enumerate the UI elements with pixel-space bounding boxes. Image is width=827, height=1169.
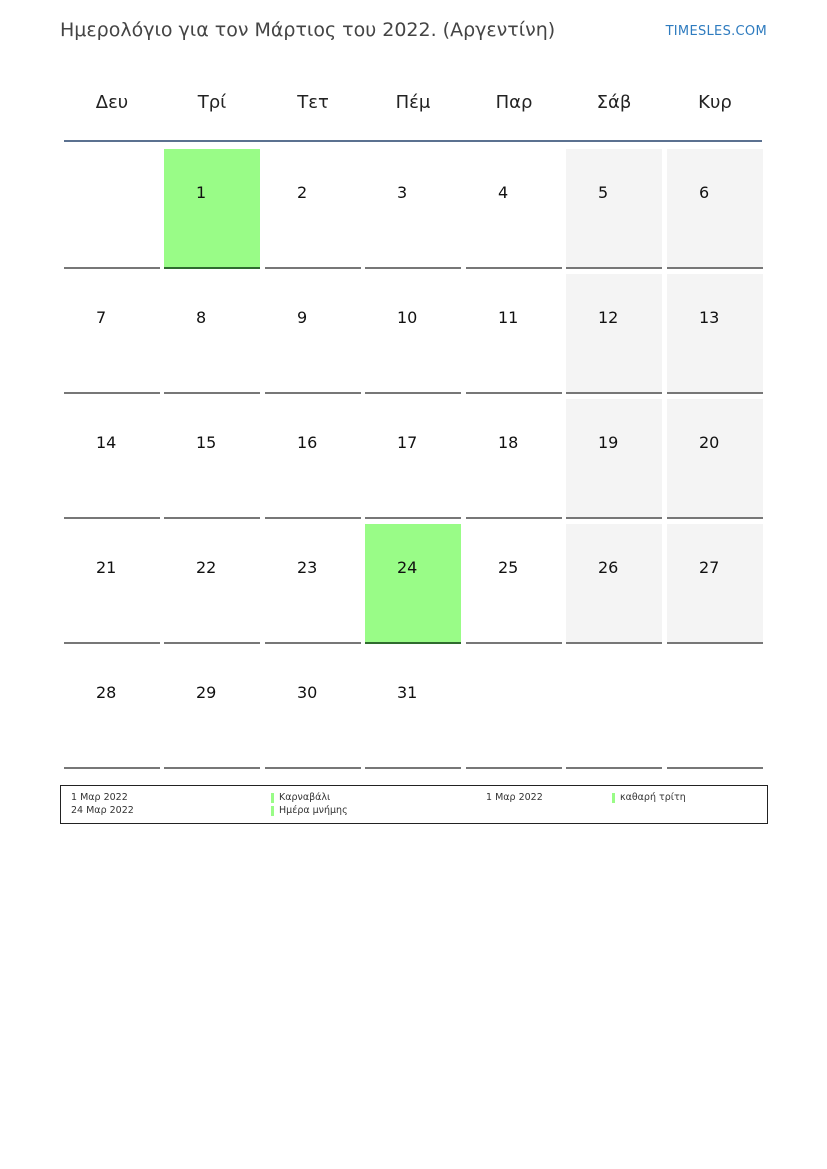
day-cell[interactable] bbox=[667, 149, 763, 269]
day-number: 8 bbox=[196, 308, 207, 327]
day-number: 3 bbox=[397, 183, 408, 202]
day-cell[interactable] bbox=[566, 524, 662, 644]
legend-date: 1 Μαρ 2022 bbox=[486, 792, 543, 803]
legend-color-swatch bbox=[271, 793, 274, 803]
day-number: 9 bbox=[297, 308, 308, 327]
day-number: 4 bbox=[498, 183, 509, 202]
legend-color-swatch bbox=[612, 793, 615, 803]
legend-date: 24 Μαρ 2022 bbox=[71, 805, 134, 816]
day-number: 10 bbox=[397, 308, 418, 327]
holiday-day-cell[interactable] bbox=[365, 524, 461, 644]
legend-date: 1 Μαρ 2022 bbox=[71, 792, 128, 803]
day-cell[interactable] bbox=[466, 149, 562, 269]
day-cell[interactable] bbox=[265, 149, 361, 269]
brand-link[interactable]: TIMESLES.COM bbox=[665, 24, 767, 39]
holiday-legend bbox=[60, 785, 768, 824]
day-number: 22 bbox=[196, 558, 217, 577]
weekday-tue: Τρί bbox=[197, 92, 227, 113]
day-number: 19 bbox=[598, 433, 619, 452]
empty-day-cell bbox=[667, 649, 763, 769]
day-number: 7 bbox=[96, 308, 107, 327]
day-cell[interactable] bbox=[164, 524, 260, 644]
legend-holiday-name: Καρναβάλι bbox=[279, 792, 331, 803]
day-number: 27 bbox=[699, 558, 720, 577]
day-number: 28 bbox=[96, 683, 117, 702]
day-cell[interactable] bbox=[164, 649, 260, 769]
day-number: 14 bbox=[96, 433, 117, 452]
day-number: 31 bbox=[397, 683, 418, 702]
day-cell[interactable] bbox=[466, 274, 562, 394]
legend-color-swatch bbox=[271, 806, 274, 816]
day-number: 20 bbox=[699, 433, 720, 452]
day-number: 6 bbox=[699, 183, 710, 202]
empty-day-cell bbox=[64, 149, 160, 269]
day-cell[interactable] bbox=[566, 399, 662, 519]
day-number: 26 bbox=[598, 558, 619, 577]
day-number: 23 bbox=[297, 558, 318, 577]
day-cell[interactable] bbox=[466, 399, 562, 519]
day-number: 29 bbox=[196, 683, 217, 702]
weekday-mon: Δευ bbox=[95, 92, 129, 113]
weekday-sat: Σάβ bbox=[596, 92, 632, 113]
weekday-thu: Πέμ bbox=[395, 92, 431, 113]
day-cell[interactable] bbox=[566, 274, 662, 394]
day-cell[interactable] bbox=[466, 524, 562, 644]
day-number: 16 bbox=[297, 433, 318, 452]
day-cell[interactable] bbox=[64, 274, 160, 394]
holiday-day-cell[interactable] bbox=[164, 149, 260, 269]
day-cell[interactable] bbox=[64, 524, 160, 644]
day-cell[interactable] bbox=[164, 399, 260, 519]
day-cell[interactable] bbox=[365, 274, 461, 394]
day-number: 24 bbox=[397, 558, 418, 577]
day-cell[interactable] bbox=[667, 524, 763, 644]
page-title: Ημερολόγιο για τον Μάρτιος του 2022. (Αργεντίνη) bbox=[60, 19, 556, 41]
day-cell[interactable] bbox=[265, 274, 361, 394]
day-number: 25 bbox=[498, 558, 519, 577]
weekday-wed: Τετ bbox=[297, 92, 329, 113]
day-number: 5 bbox=[598, 183, 609, 202]
day-cell[interactable] bbox=[164, 274, 260, 394]
day-number: 1 bbox=[196, 183, 207, 202]
day-cell[interactable] bbox=[265, 399, 361, 519]
legend-holiday-name: Ημέρα μνήμης bbox=[279, 805, 348, 816]
day-cell[interactable] bbox=[64, 649, 160, 769]
day-number: 30 bbox=[297, 683, 318, 702]
day-cell[interactable] bbox=[667, 399, 763, 519]
day-cell[interactable] bbox=[64, 399, 160, 519]
day-number: 11 bbox=[498, 308, 519, 327]
weekday-fri: Παρ bbox=[495, 92, 533, 113]
day-cell[interactable] bbox=[365, 149, 461, 269]
day-number: 18 bbox=[498, 433, 519, 452]
day-cell[interactable] bbox=[265, 649, 361, 769]
day-cell[interactable] bbox=[265, 524, 361, 644]
day-cell[interactable] bbox=[365, 399, 461, 519]
day-number: 13 bbox=[699, 308, 720, 327]
day-cell[interactable] bbox=[667, 274, 763, 394]
empty-day-cell bbox=[566, 649, 662, 769]
day-cell[interactable] bbox=[566, 149, 662, 269]
legend-holiday-name: καθαρή τρίτη bbox=[620, 792, 686, 803]
day-number: 12 bbox=[598, 308, 619, 327]
day-cell[interactable] bbox=[365, 649, 461, 769]
weekday-header bbox=[64, 72, 762, 142]
day-number: 15 bbox=[196, 433, 217, 452]
empty-day-cell bbox=[466, 649, 562, 769]
day-number: 2 bbox=[297, 183, 308, 202]
weekday-sun: Κυρ bbox=[698, 92, 732, 113]
day-number: 21 bbox=[96, 558, 117, 577]
day-number: 17 bbox=[397, 433, 418, 452]
